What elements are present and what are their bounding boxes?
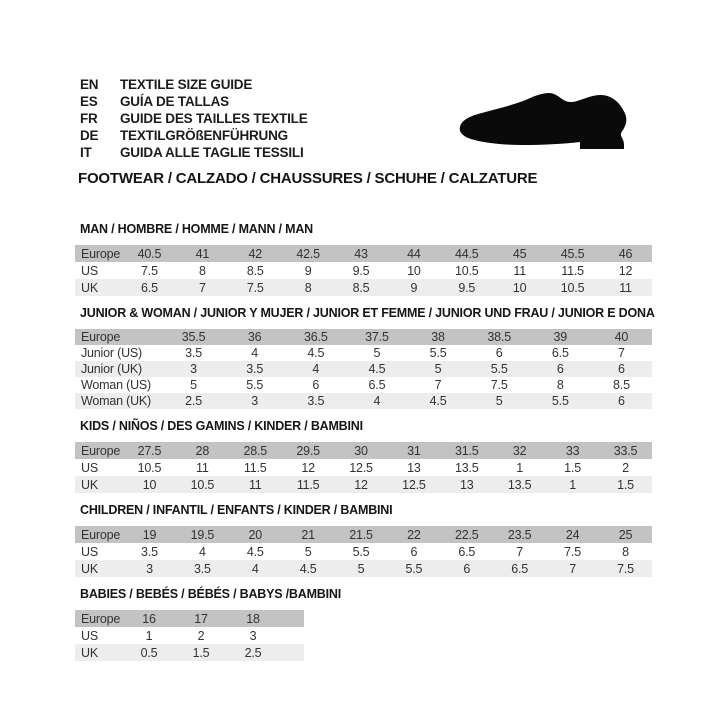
size-value-cell: 5 bbox=[304, 544, 312, 559]
size-table-section bbox=[75, 222, 675, 296]
size-value-cell: 6.5 bbox=[368, 378, 386, 392]
size-value-cell: 12.5 bbox=[402, 477, 426, 492]
size-value-cell: 4.5 bbox=[299, 561, 317, 576]
size-value-cell: 23.5 bbox=[507, 527, 532, 542]
size-value-cell: 4 bbox=[251, 561, 259, 576]
size-value-cell: 46 bbox=[618, 246, 633, 261]
table-title: CHILDREN / INFANTIL / ENFANTS / KINDER / BAMBINI bbox=[80, 503, 393, 517]
table-row bbox=[75, 627, 304, 644]
size-value-cell: 7.5 bbox=[141, 263, 158, 278]
size-value-cell: 41 bbox=[195, 246, 210, 261]
size-value-cell: 5.5 bbox=[551, 394, 569, 408]
size-value-cell: 6 bbox=[495, 346, 503, 360]
size-value-cell: 1 bbox=[569, 477, 576, 492]
row-label-cell: US bbox=[81, 628, 98, 643]
size-value-cell: 7 bbox=[198, 280, 206, 295]
table-row bbox=[75, 329, 652, 345]
size-tables bbox=[75, 222, 675, 671]
shoe-icon bbox=[458, 92, 630, 152]
row-label-cell: US bbox=[81, 544, 98, 559]
size-value-cell: 5 bbox=[190, 378, 197, 392]
size-value-cell: 12 bbox=[354, 477, 368, 492]
size-value-cell: 10 bbox=[407, 263, 421, 278]
size-value-cell: 31.5 bbox=[455, 443, 479, 458]
size-table bbox=[75, 526, 652, 577]
size-value-cell: 20 bbox=[248, 527, 262, 542]
size-value-cell: 36.5 bbox=[304, 330, 328, 344]
language-row bbox=[80, 93, 308, 110]
size-value-cell: 1.5 bbox=[564, 460, 581, 475]
language-code: FR bbox=[80, 111, 98, 126]
size-value-cell: 5.5 bbox=[246, 378, 264, 392]
language-row bbox=[80, 110, 308, 127]
size-value-cell: 21 bbox=[301, 527, 315, 542]
size-value-cell: 44.5 bbox=[455, 246, 479, 261]
table-row bbox=[75, 345, 652, 361]
size-value-cell: 4 bbox=[312, 362, 320, 376]
table-row bbox=[75, 393, 652, 409]
size-value-cell: 37.5 bbox=[365, 330, 389, 344]
row-label-cell: US bbox=[81, 460, 98, 475]
size-value-cell: 21.5 bbox=[349, 527, 373, 542]
size-value-cell: 6 bbox=[410, 544, 418, 559]
language-row bbox=[80, 127, 308, 144]
size-value-cell: 36 bbox=[247, 330, 262, 344]
language-label: GUIDA ALLE TAGLIE TESSILI bbox=[120, 145, 304, 160]
size-table-section bbox=[75, 306, 675, 409]
size-value-cell: 5 bbox=[357, 561, 365, 576]
size-value-cell: 6 bbox=[618, 362, 625, 376]
size-value-cell: 12.5 bbox=[349, 460, 373, 475]
size-value-cell: 13 bbox=[407, 460, 421, 475]
size-value-cell: 7.5 bbox=[617, 561, 634, 576]
size-value-cell: 33.5 bbox=[613, 443, 638, 458]
size-value-cell: 13.5 bbox=[507, 477, 532, 492]
size-value-cell: 8.5 bbox=[352, 280, 370, 295]
size-table bbox=[75, 610, 304, 661]
size-value-cell: 11 bbox=[619, 280, 632, 295]
size-value-cell: 17 bbox=[194, 611, 208, 626]
row-label-cell: Europe bbox=[81, 527, 121, 542]
size-value-cell: 1 bbox=[516, 460, 524, 475]
size-value-cell: 3 bbox=[190, 362, 197, 376]
size-value-cell: 9 bbox=[410, 280, 418, 295]
category-line: FOOTWEAR / CALZADO / CHAUSSURES / SCHUHE / CALZATURE bbox=[78, 170, 538, 187]
size-value-cell: 10 bbox=[512, 280, 527, 295]
size-value-cell: 43 bbox=[354, 246, 368, 261]
size-value-cell: 5 bbox=[495, 394, 503, 408]
size-value-cell: 2 bbox=[197, 628, 205, 643]
size-value-cell: 4 bbox=[198, 544, 206, 559]
size-table bbox=[75, 245, 652, 296]
size-value-cell: 40 bbox=[614, 330, 629, 344]
table-row bbox=[75, 377, 652, 393]
table-title: JUNIOR & WOMAN / JUNIOR Y MUJER / JUNIOR ET FEMME / JUNIOR UND FRAU / JUNIOR E DONA bbox=[80, 306, 655, 320]
size-value-cell: 2 bbox=[622, 460, 629, 475]
size-value-cell: 10.5 bbox=[560, 280, 585, 295]
table-title: KIDS / NIÑOS / DES GAMINS / KINDER / BAMBINI bbox=[80, 419, 363, 433]
table-row bbox=[75, 361, 652, 377]
size-value-cell: 1.5 bbox=[617, 477, 634, 492]
size-value-cell: 4.5 bbox=[307, 346, 325, 360]
size-value-cell: 5.5 bbox=[490, 362, 508, 376]
table-row bbox=[75, 279, 652, 296]
size-value-cell: 9.5 bbox=[352, 263, 370, 278]
size-value-cell: 3.5 bbox=[307, 394, 325, 408]
size-value-cell: 11.5 bbox=[296, 477, 320, 492]
row-label-cell: Junior (US) bbox=[81, 346, 143, 360]
size-value-cell: 3 bbox=[251, 394, 259, 408]
size-value-cell: 8 bbox=[622, 544, 629, 559]
table-row bbox=[75, 644, 304, 661]
size-value-cell: 11 bbox=[248, 477, 262, 492]
size-value-cell: 7 bbox=[618, 346, 625, 360]
size-value-cell: 10.5 bbox=[137, 460, 162, 475]
size-value-cell: 12 bbox=[301, 460, 315, 475]
size-value-cell: 11 bbox=[196, 460, 209, 475]
size-value-cell: 42 bbox=[248, 246, 262, 261]
language-code: EN bbox=[80, 77, 99, 92]
filler-cell bbox=[279, 610, 304, 627]
size-value-cell: 10 bbox=[142, 477, 157, 492]
size-value-cell: 8 bbox=[198, 263, 206, 278]
size-value-cell: 44 bbox=[407, 246, 421, 261]
size-value-cell: 6 bbox=[556, 362, 564, 376]
size-value-cell: 5.5 bbox=[429, 346, 447, 360]
size-value-cell: 5 bbox=[434, 362, 442, 376]
size-value-cell: 5 bbox=[373, 346, 381, 360]
size-value-cell: 19.5 bbox=[190, 527, 215, 542]
size-value-cell: 4.5 bbox=[429, 394, 447, 408]
size-value-cell: 6 bbox=[463, 561, 471, 576]
row-label-cell: UK bbox=[81, 561, 98, 576]
table-row bbox=[75, 262, 652, 279]
size-value-cell: 45 bbox=[512, 246, 527, 261]
language-list bbox=[80, 76, 308, 161]
row-label-cell: UK bbox=[81, 645, 98, 660]
row-label-cell: UK bbox=[81, 477, 98, 492]
size-value-cell: 4.5 bbox=[368, 362, 386, 376]
language-label: GUÍA DE TALLAS bbox=[120, 94, 229, 109]
size-value-cell: 9 bbox=[304, 263, 312, 278]
size-value-cell: 7.5 bbox=[246, 280, 264, 295]
size-value-cell: 2.5 bbox=[185, 394, 202, 408]
size-value-cell: 8.5 bbox=[246, 263, 264, 278]
size-table-section bbox=[75, 419, 675, 493]
size-value-cell: 3.5 bbox=[141, 544, 158, 559]
language-code: DE bbox=[80, 128, 99, 143]
row-label-cell: Europe bbox=[81, 611, 121, 626]
size-value-cell: 6.5 bbox=[511, 561, 529, 576]
table-row bbox=[75, 476, 652, 493]
size-value-cell: 3 bbox=[146, 561, 153, 576]
size-value-cell: 8 bbox=[556, 378, 564, 392]
language-label: GUIDE DES TAILLES TEXTILE bbox=[120, 111, 308, 126]
row-label-cell: US bbox=[81, 263, 98, 278]
size-value-cell: 6.5 bbox=[141, 280, 158, 295]
language-label: TEXTILE SIZE GUIDE bbox=[120, 77, 253, 92]
language-row bbox=[80, 76, 308, 93]
size-value-cell: 6.5 bbox=[551, 346, 569, 360]
size-value-cell: 1 bbox=[145, 628, 153, 643]
size-table bbox=[75, 442, 652, 493]
table-row bbox=[75, 526, 652, 543]
row-label-cell: Europe bbox=[81, 330, 121, 344]
row-label-cell: UK bbox=[81, 280, 98, 295]
size-value-cell: 3 bbox=[249, 628, 257, 643]
size-value-cell: 31 bbox=[407, 443, 421, 458]
size-value-cell: 28 bbox=[195, 443, 210, 458]
language-row bbox=[80, 144, 308, 161]
size-value-cell: 40.5 bbox=[137, 246, 162, 261]
size-value-cell: 0.5 bbox=[140, 645, 158, 660]
filler-cell bbox=[279, 627, 304, 644]
row-label-cell: Woman (US) bbox=[81, 378, 152, 392]
size-value-cell: 3.5 bbox=[193, 561, 211, 576]
table-row bbox=[75, 610, 304, 627]
size-value-cell: 7.5 bbox=[564, 544, 581, 559]
size-value-cell: 27.5 bbox=[137, 443, 162, 458]
size-value-cell: 22 bbox=[407, 527, 421, 542]
size-value-cell: 8 bbox=[304, 280, 312, 295]
size-value-cell: 29.5 bbox=[296, 443, 320, 458]
language-label: TEXTILGRÖßENFÜHRUNG bbox=[120, 128, 288, 143]
size-value-cell: 32 bbox=[512, 443, 527, 458]
size-value-cell: 12 bbox=[618, 263, 633, 278]
size-value-cell: 4.5 bbox=[246, 544, 264, 559]
size-value-cell: 16 bbox=[142, 611, 156, 626]
size-value-cell: 38 bbox=[431, 330, 445, 344]
size-value-cell: 11.5 bbox=[243, 460, 267, 475]
size-value-cell: 8.5 bbox=[613, 378, 630, 392]
size-value-cell: 38.5 bbox=[487, 330, 511, 344]
table-title: MAN / HOMBRE / HOMME / MANN / MAN bbox=[80, 222, 313, 236]
size-value-cell: 11 bbox=[513, 263, 526, 278]
size-value-cell: 35.5 bbox=[181, 330, 206, 344]
size-value-cell: 4 bbox=[373, 394, 381, 408]
table-row bbox=[75, 459, 652, 476]
size-value-cell: 24 bbox=[565, 527, 580, 542]
size-table-section bbox=[75, 587, 675, 661]
language-code: ES bbox=[80, 94, 98, 109]
size-value-cell: 33 bbox=[565, 443, 580, 458]
row-label-cell: Junior (UK) bbox=[81, 362, 143, 376]
size-value-cell: 10.5 bbox=[455, 263, 479, 278]
size-value-cell: 4 bbox=[251, 346, 259, 360]
size-value-cell: 9.5 bbox=[458, 280, 476, 295]
size-value-cell: 42.5 bbox=[296, 246, 320, 261]
size-value-cell: 6 bbox=[618, 394, 625, 408]
filler-cell bbox=[279, 644, 304, 661]
size-value-cell: 22.5 bbox=[455, 527, 479, 542]
size-value-cell: 11.5 bbox=[561, 263, 584, 278]
row-label-cell: Europe bbox=[81, 246, 121, 261]
size-value-cell: 28.5 bbox=[243, 443, 267, 458]
size-value-cell: 7 bbox=[434, 378, 442, 392]
row-label-cell: Europe bbox=[81, 443, 121, 458]
table-row bbox=[75, 442, 652, 459]
size-value-cell: 7.5 bbox=[490, 378, 508, 392]
table-row bbox=[75, 543, 652, 560]
size-value-cell: 13 bbox=[460, 477, 474, 492]
size-value-cell: 6 bbox=[312, 378, 320, 392]
row-label-cell: Woman (UK) bbox=[81, 394, 152, 408]
size-value-cell: 1.5 bbox=[192, 645, 210, 660]
size-value-cell: 30 bbox=[354, 443, 368, 458]
size-table-section bbox=[75, 503, 675, 577]
size-value-cell: 39 bbox=[553, 330, 568, 344]
size-value-cell: 10.5 bbox=[190, 477, 215, 492]
table-row bbox=[75, 560, 652, 577]
size-value-cell: 5.5 bbox=[405, 561, 423, 576]
size-value-cell: 7 bbox=[569, 561, 576, 576]
table-title: BABIES / BEBÉS / BÉBÉS / BABYS /BAMBINI bbox=[80, 587, 341, 601]
size-value-cell: 5.5 bbox=[352, 544, 370, 559]
size-table bbox=[75, 329, 652, 409]
size-value-cell: 3.5 bbox=[185, 346, 202, 360]
size-value-cell: 19 bbox=[142, 527, 157, 542]
size-value-cell: 7 bbox=[516, 544, 524, 559]
language-code: IT bbox=[80, 145, 92, 160]
size-value-cell: 45.5 bbox=[560, 246, 585, 261]
size-value-cell: 13.5 bbox=[455, 460, 479, 475]
size-value-cell: 18 bbox=[246, 611, 260, 626]
size-value-cell: 3.5 bbox=[246, 362, 264, 376]
table-row bbox=[75, 245, 652, 262]
size-value-cell: 2.5 bbox=[244, 645, 262, 660]
size-value-cell: 6.5 bbox=[458, 544, 476, 559]
size-value-cell: 25 bbox=[618, 527, 633, 542]
